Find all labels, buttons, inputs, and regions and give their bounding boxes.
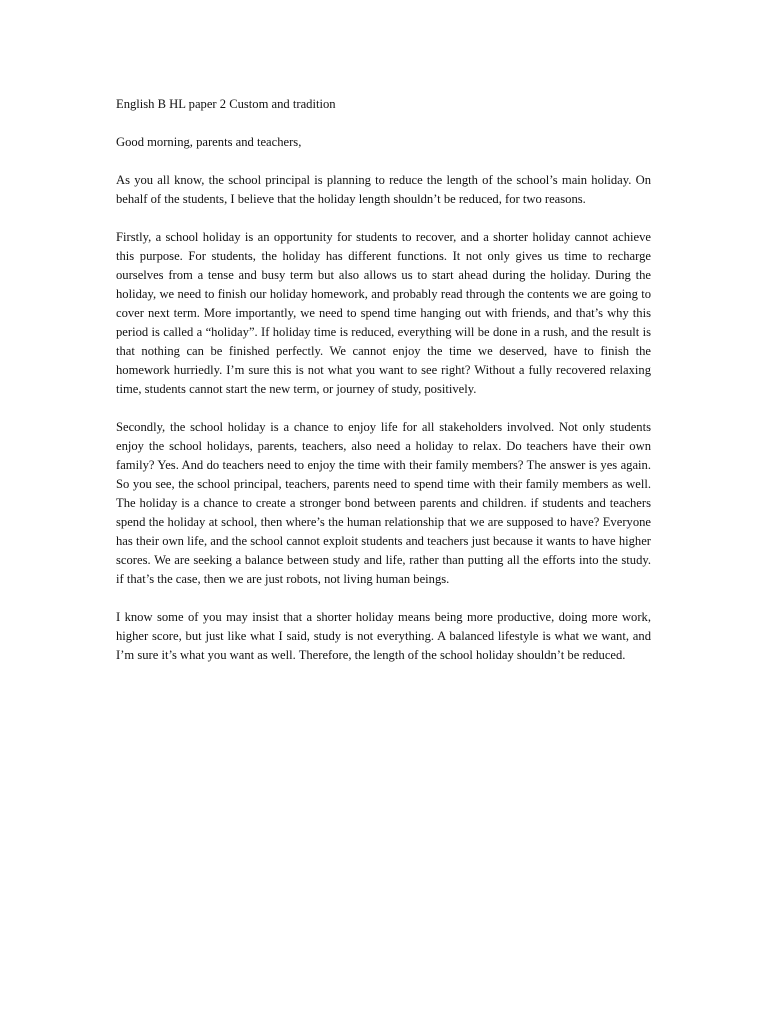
paragraph-intro: As you all know, the school principal is planning to reduce the length of the school’s main holiday. On behalf of the students, I believe that the holiday length shouldn’t be reduced, for two reasons. [116, 173, 651, 206]
document-title: English B HL paper 2 Custom and tradition [116, 97, 336, 111]
paragraph-secondly: Secondly, the school holiday is a chance to enjoy life for all stakeholders involved. Not only students enjoy the school holidays, parents, teachers, also need a holiday to relax. Do teachers have their own family? Yes. And do teachers need to enjoy the time with their family members? The answer is yes again. So you see, the school principal, teachers, parents need to spend time with their family members as well. The holiday is a chance to create a stronger bond between parents and children. if students and teachers spend the holiday at school, then where’s the human relationship that we are supposed to have? Everyone has their own life, and the school cannot exploit students and teachers just because it wants to have higher scores. We are seeking a balance between study and life, rather than putting all the efforts into the study. if that’s the case, then we are just robots, not living human beings. [116, 420, 651, 586]
paragraph-firstly: Firstly, a school holiday is an opportunity for students to recover, and a shorter holiday cannot achieve this purpose. For students, the holiday has different functions. It not only gives us time to recharge ourselves from a tense and busy term but also allows us to start ahead during the holiday. During the holiday, we need to finish our holiday homework, and probably read through the contents we are going to cover next term. More importantly, we need to spend time hanging out with friends, and that’s why this period is called a “holiday”. If holiday time is reduced, everything will be done in a rush, and the result is that nothing can be finished perfectly. We cannot enjoy the time we deserved, have to finish the homework hurriedly. I’m sure this is not what you want to see right? Without a fully recovered relaxing time, students cannot start the new term, or journey of study, positively. [116, 230, 651, 396]
salutation: Good morning, parents and teachers, [116, 135, 302, 149]
document-body [116, 95, 651, 684]
paragraph-conclusion: I know some of you may insist that a shorter holiday means being more productive, doing more work, higher score, but just like what I said, study is not everything. A balanced lifestyle is what we want, and I’m sure it’s what you want as well. Therefore, the length of the school holiday shouldn’t be reduced. [116, 610, 651, 662]
